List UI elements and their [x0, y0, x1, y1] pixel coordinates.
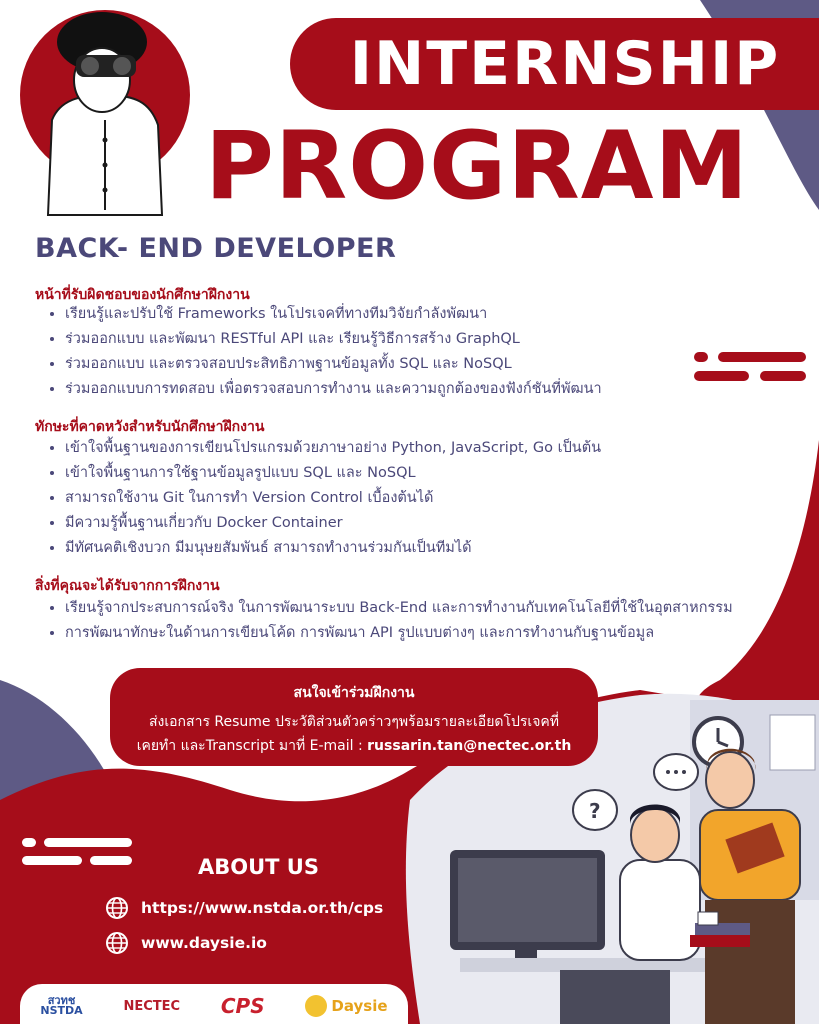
list-item: • เรียนรู้และปรับใช้ Frameworks ในโปรเจคที่ทางทีมวิจัยกำลังพัฒนา [65, 302, 602, 327]
partner-logos [20, 984, 408, 1028]
apply-title: สนใจเข้าร่วมฝึกงาน [293, 685, 415, 701]
nstda-link-row[interactable] [105, 896, 383, 920]
dash-decoration-right [694, 352, 806, 381]
benefits-list [45, 596, 733, 646]
list-item: • สามารถใช้งาน Git ในการทำ Version Control เบื้องต้นได้ [65, 486, 601, 511]
nectec-logo: NECTEC [123, 998, 181, 1014]
apply-description-line1: ส่งเอกสาร Resume ประวัติส่วนตัวคร่าวๆพร้อมรายละเอียดโปรเจคที่ [148, 714, 559, 730]
svg-text:?: ? [589, 799, 601, 823]
daysie-logo [305, 995, 387, 1017]
list-item: • เข้าใจพื้นฐานของการเขียนโปรแกรมด้วยภาษาอย่าง Python, JavaScript, Go เป็นต้น [65, 436, 601, 461]
nstda-logo [40, 996, 82, 1016]
apply-callout [110, 668, 598, 766]
binoculars-person-illustration [20, 10, 190, 215]
list-item: • ร่วมออกแบบการทดสอบ เพื่อตรวจสอบการทำงาน และความถูกต้องของฟังก์ชันที่พัฒนา [65, 377, 602, 402]
apply-description-line2: เคยทำ และTranscript มาที่ E-mail : [136, 738, 368, 754]
list-item: • ร่วมออกแบบ และพัฒนา RESTful API และ เรียนรู้วิธีการสร้าง GraphQL [65, 327, 602, 352]
list-item: • การพัฒนาทักษะในด้านการเขียนโค้ด การพัฒนา API รูปแบบต่างๆ และการทำงานกับฐานข้อมูล [65, 621, 733, 646]
skills-list [45, 436, 601, 561]
benefits-title: สิ่งที่คุณจะได้รับจากการฝึกงาน [35, 578, 220, 594]
nstda-logo-thai: สวทช [47, 994, 76, 1007]
daysie-sun-icon [305, 995, 327, 1017]
globe-icon [105, 931, 129, 955]
list-item: • มีความรู้พื้นฐานเกี่ยวกับ Docker Container [65, 511, 601, 536]
responsibilities-title: หน้าที่รับผิดชอบของนักศึกษาฝึกงาน [35, 287, 250, 303]
nstda-link[interactable]: https://www.nstda.or.th/cps [141, 899, 384, 917]
skills-title: ทักษะที่คาดหวังสำหรับนักศึกษาฝึกงาน [35, 419, 265, 435]
internship-banner [290, 18, 819, 110]
role-title: BACK- END DEVELOPER [35, 233, 397, 264]
list-item: • ร่วมออกแบบ และตรวจสอบประสิทธิภาพฐานข้อมูลทั้ง SQL และ NoSQL [65, 352, 602, 377]
daysie-link[interactable]: www.daysie.io [141, 934, 267, 952]
responsibilities-list [45, 302, 602, 402]
email-link[interactable]: russarin.tan@nectec.or.th [367, 738, 572, 754]
daysie-link-row[interactable] [105, 931, 267, 955]
globe-icon [105, 896, 129, 920]
list-item: • เข้าใจพื้นฐานการใช้ฐานข้อมูลรูปแบบ SQL และ NoSQL [65, 461, 601, 486]
title-program: PROGRAM [205, 112, 750, 221]
about-us-title: ABOUT US [198, 855, 319, 879]
daysie-logo-text: Daysie [331, 997, 388, 1015]
list-item: • เรียนรู้จากประสบการณ์จริง ในการพัฒนาระบบ Back-End และการทำงานกับเทคโนโลยีที่ใช้ในอุตสาหกรรม [65, 596, 733, 621]
title-internship: INTERNSHIP [349, 29, 781, 99]
nstda-logo-text: NSTDA [40, 1004, 83, 1017]
list-item: • มีทัศนคติเชิงบวก มีมนุษยสัมพันธ์ สามารถทำงานร่วมกันเป็นทีมได้ [65, 536, 601, 561]
cps-logo: CPS [220, 994, 265, 1018]
